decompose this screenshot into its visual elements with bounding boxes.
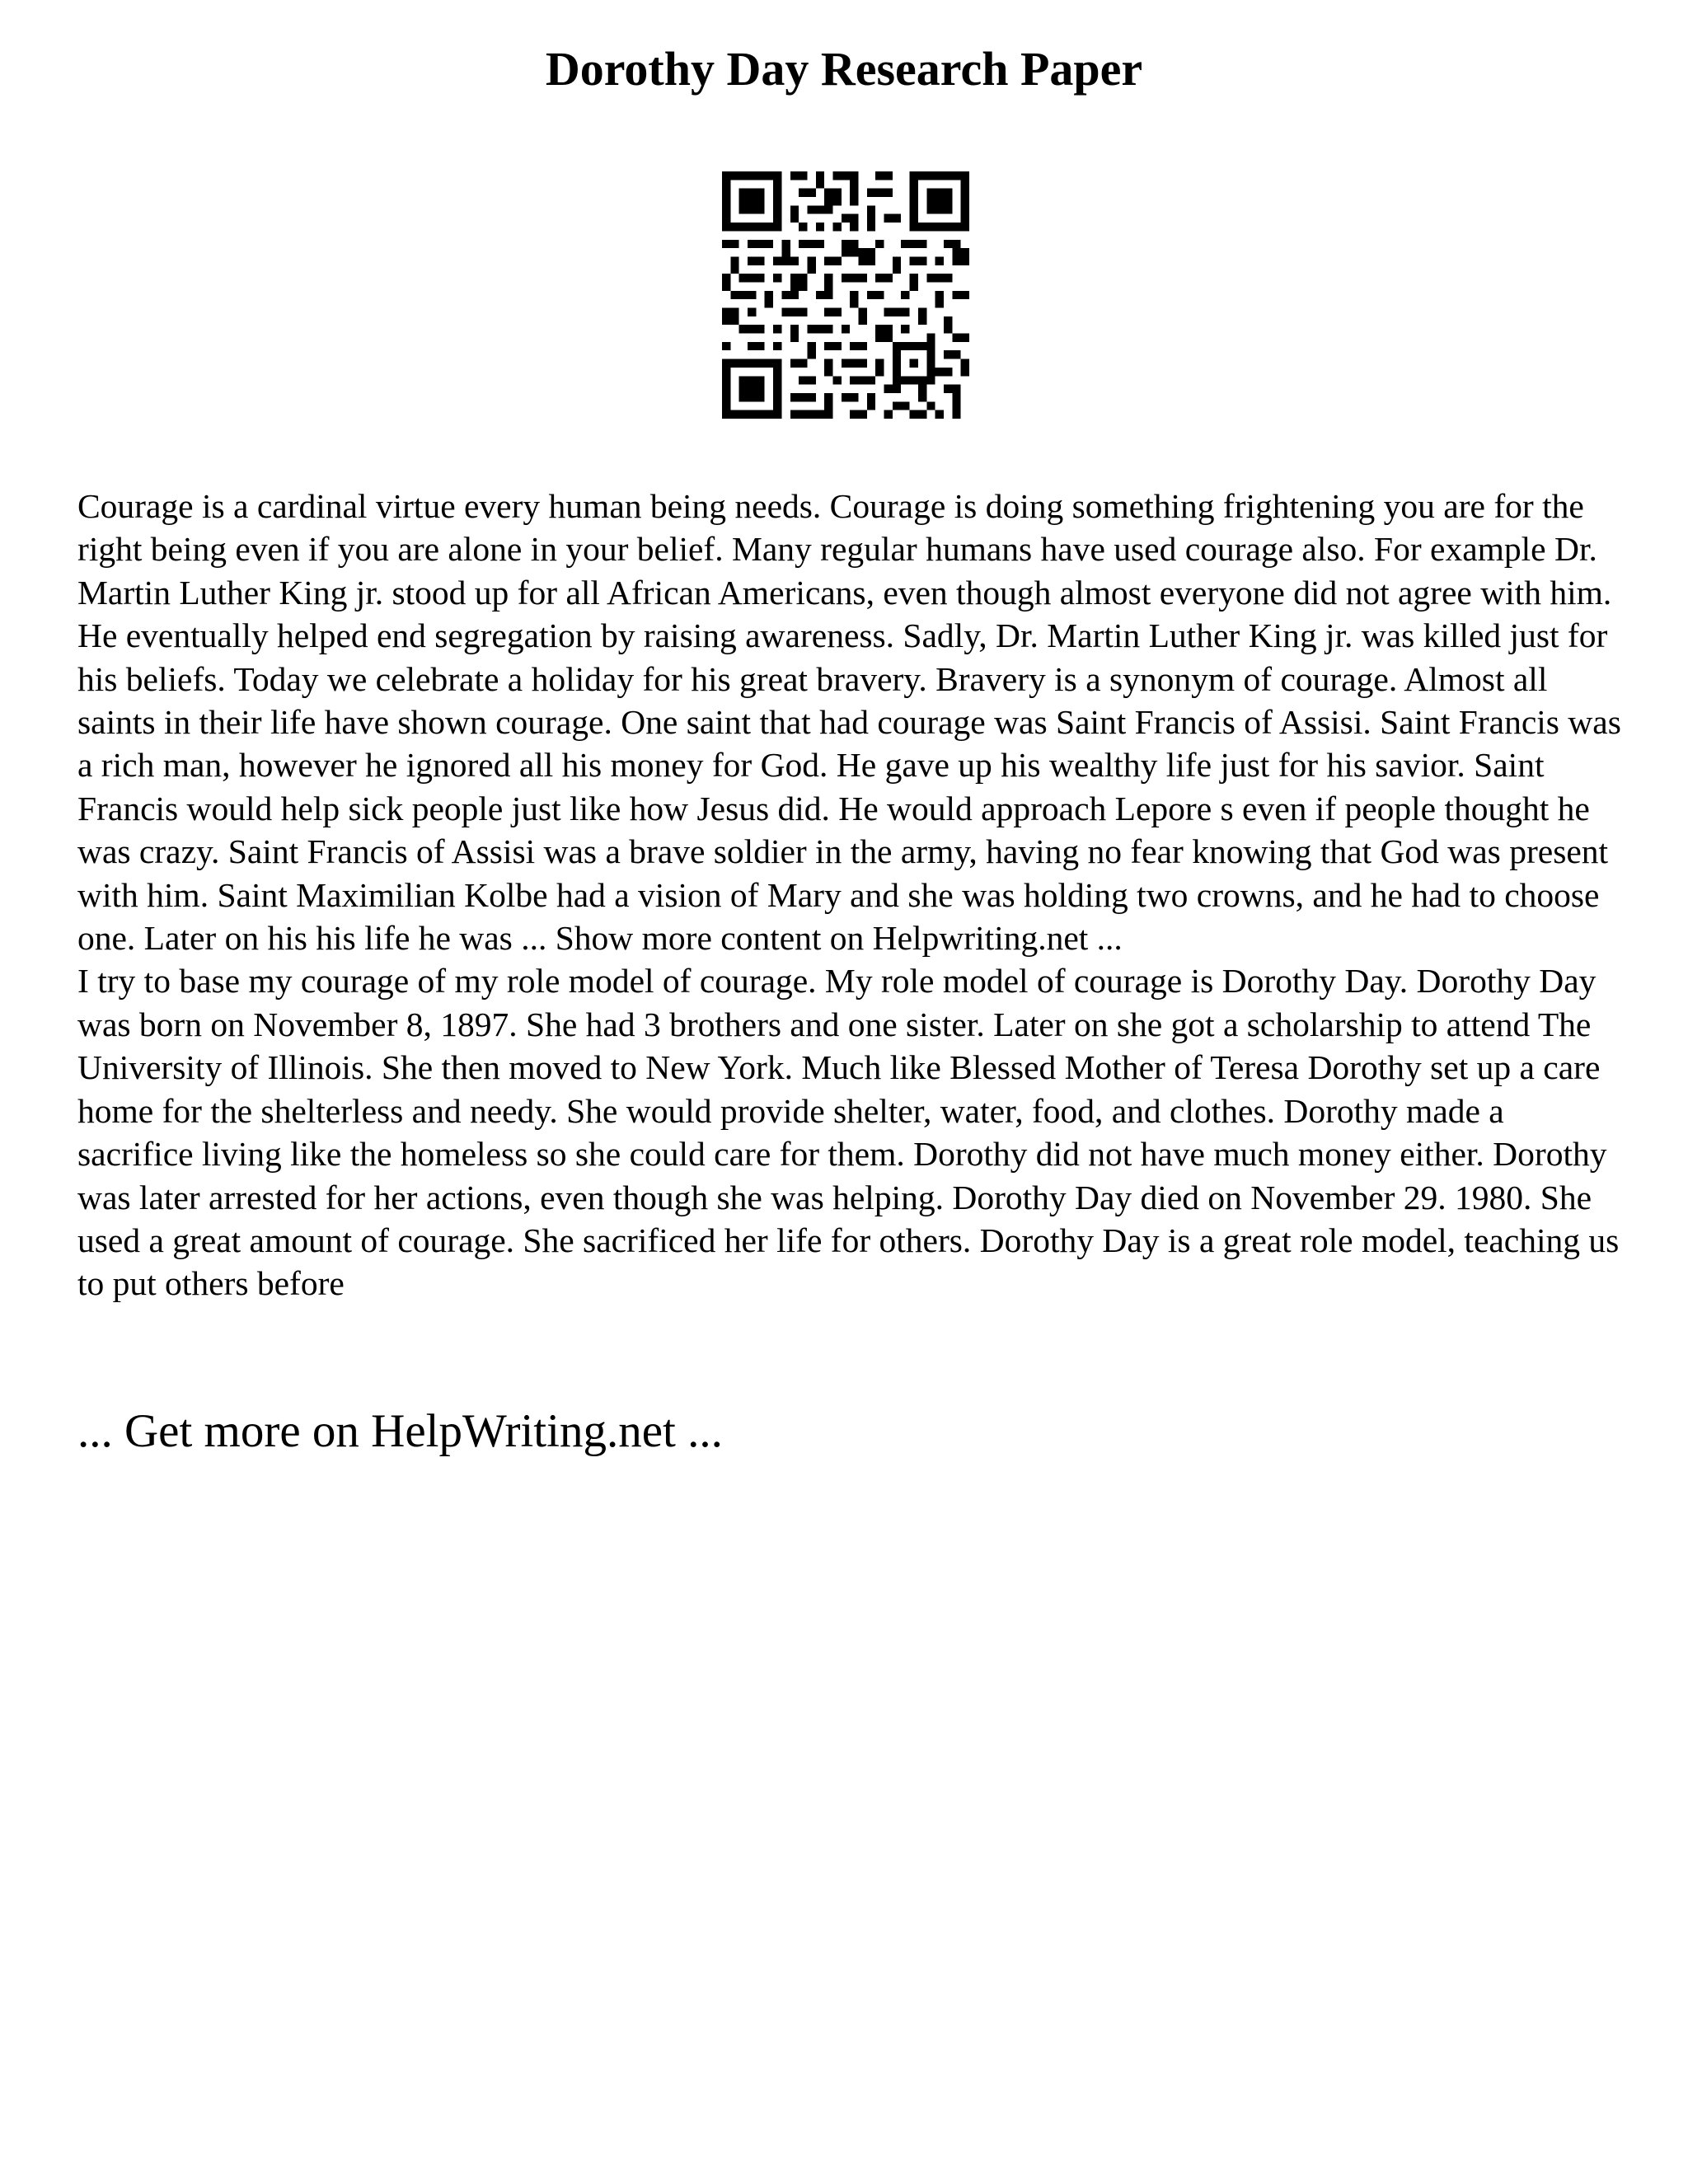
paragraph-dorothy-day: I try to base my courage of my role model of courage. My role model of courage is Dorothy Day. Dorothy Day was born on November 8, 1897. She had 3 brothers and one sister. Later on she got a scholarship to attend The University of Illinois. She then moved to New York. Much like Blessed Mother of Teresa Dorothy set up a care home for the shelterless and needy. She would provide shelter, water, food, and clothes. Dorothy made a sacrifice living like the homeless so she could care for them. Dorothy did not have much money either. Dorothy was later arrested for her actions, even though she was helping. Dorothy Day died on November 29. 1980. She used a great amount of courage. She sacrificed her life for others. Dorothy Day is a great role model, teaching us to put others before	[77, 962, 1620, 1303]
qr-code-graphic	[722, 171, 969, 419]
paragraph-courage-intro: Courage is a cardinal virtue every human being needs. Courage is doing something frightening you are for the right being even if you are alone in your belief. Many regular humans have used courage also. For example Dr. Martin Luther King jr. stood up for all African Americans, even though almost everyone did not agree with him. He eventually helped end segregation by raising awareness. Sadly, Dr. Martin Luther King jr. was killed just for his beliefs. Today we celebrate a holiday for his great bravery. Bravery is a synonym of courage. Almost all saints in their life have shown courage. One saint that had courage was Saint Francis of Assisi. Saint Francis was a rich man, however he ignored all his money for God. He gave up his wealthy life just for his savior. Saint Francis would help sick people just like how Jesus did. He would approach Lepore s even if people thought he was crazy. Saint Francis of Assisi was a brave soldier in the army, having no fear knowing that God was present with him. Saint Maximilian Kolbe had a vision of Mary and she was holding two crowns, and he had to choose one. Later on his his life he was ... Show more content on Helpwriting.net ...	[77, 487, 1621, 958]
qr-code-icon	[722, 171, 969, 419]
get-more-link[interactable]: ... Get more on HelpWriting.net ...	[77, 1405, 723, 1457]
page-title: Dorothy Day Research Paper	[545, 42, 1143, 96]
article-body	[77, 485, 1627, 1305]
